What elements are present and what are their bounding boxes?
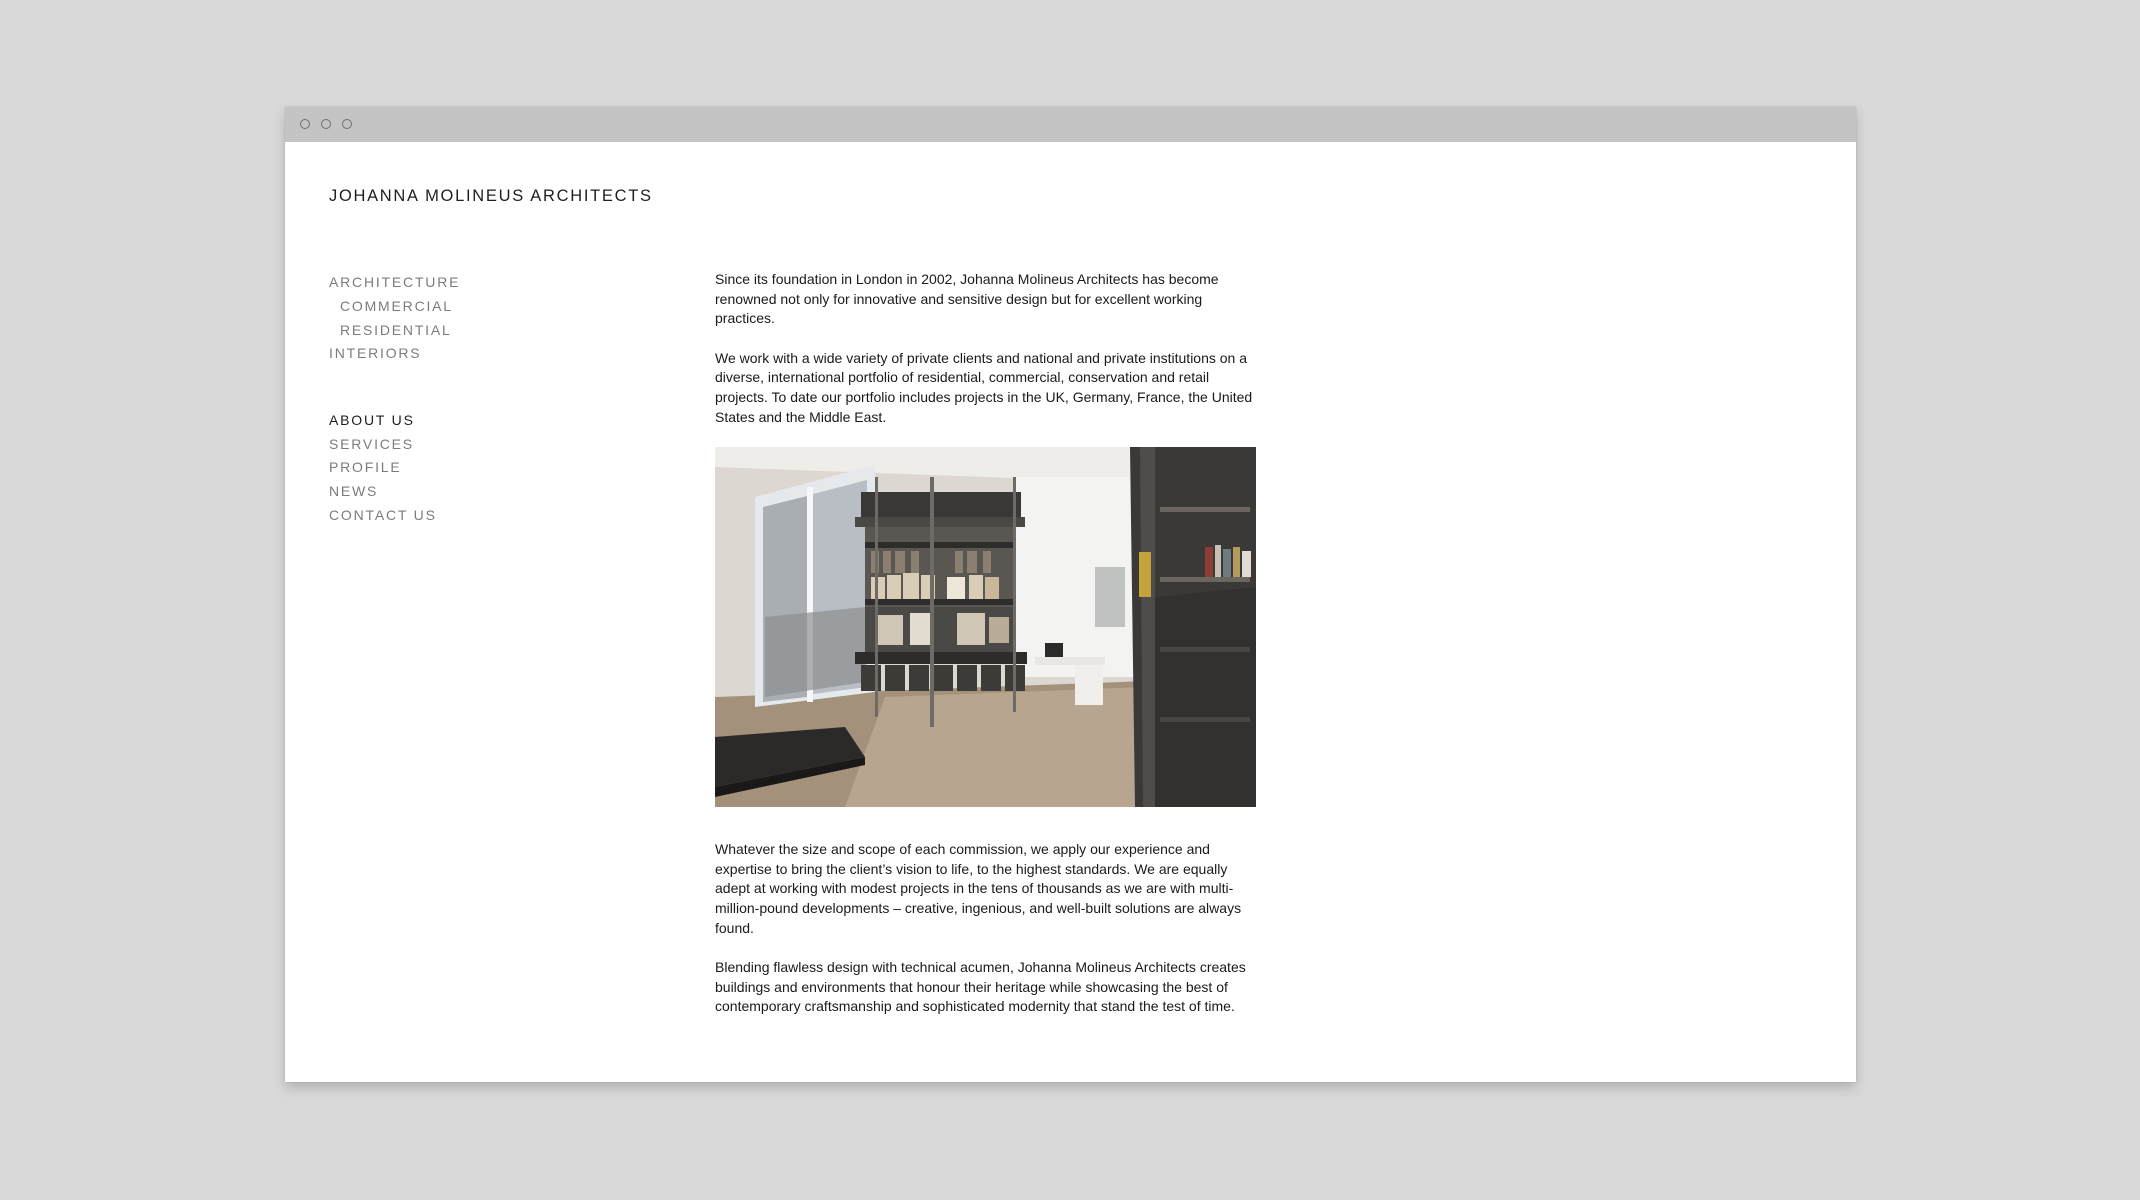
nav-item-architecture[interactable]: ARCHITECTURE <box>329 274 461 290</box>
nav-item-profile[interactable]: PROFILE <box>329 459 402 475</box>
approach-paragraph: Whatever the size and scope of each commission, we apply our experience and expertise to bring the client’s vision to life, to the highest standards. We are equally adept at working with modest projects in the tens of thousands as we are with multi-million-pound developments – creative, ingenious, and well-built solutions are always found. <box>715 841 1242 936</box>
nav-item-services[interactable]: SERVICES <box>329 436 414 452</box>
window-titlebar <box>285 107 1856 142</box>
nav-item-interiors[interactable]: INTERIORS <box>329 345 422 361</box>
nav-item-commercial[interactable]: COMMERCIAL <box>340 298 453 314</box>
nav-item-news[interactable]: NEWS <box>329 483 379 499</box>
browser-window <box>285 107 1856 1082</box>
site-logo[interactable]: JOHANNA MOLINEUS ARCHITECTS <box>329 187 653 205</box>
intro-paragraph: Since its foundation in London in 2002, Johanna Molineus Architects has become renowned not only for innovative and sensitive design but for excellent working practices. <box>715 271 1219 327</box>
clients-paragraph: We work with a wide variety of private clients and national and private institutions on a diverse, international portfolio of residential, commercial, conservation and retail projects. To date our portfolio includes projects in the UK, Germany, France, the United States and the Middle East. <box>715 349 1253 425</box>
main-content <box>715 270 1260 1037</box>
craftsmanship-paragraph: Blending flawless design with technical acumen, Johanna Molineus Architects creates buildings and environments that honour their heritage while showcasing the best of contemporary craftsmanship and sophisticated modernity that stand the test of time. <box>715 959 1246 1015</box>
zoom-icon[interactable] <box>342 119 352 129</box>
nav-item-about-us[interactable]: ABOUT US <box>329 412 415 428</box>
nav-item-contact-us[interactable]: CONTACT US <box>329 507 437 523</box>
nav-item-residential[interactable]: RESIDENTIAL <box>340 322 452 338</box>
studio-interior-photo <box>715 447 1256 807</box>
minimize-icon[interactable] <box>321 119 331 129</box>
close-icon[interactable] <box>300 119 310 129</box>
